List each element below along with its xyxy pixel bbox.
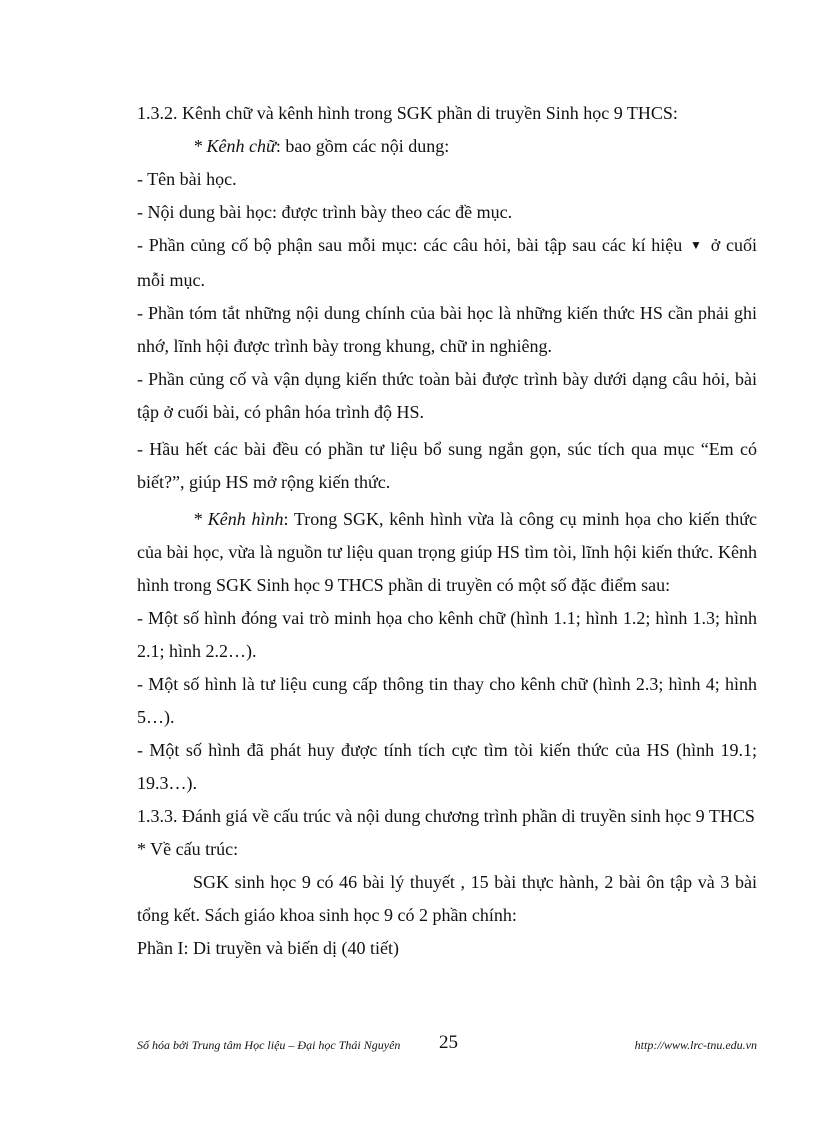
sgk-paragraph: SGK sinh học 9 có 46 bài lý thuyết , 15 bài thực hành, 2 bài ôn tập và 3 bài tổng kết. Sách giáo khoa sinh học 9 có 2 phần chính: <box>137 872 757 925</box>
kenh-chu-text: : bao gồm các nội dung: <box>275 136 450 156</box>
item-tu-lieu: - Hầu hết các bài đều có phần tư liệu bổ sung ngắn gọn, súc tích qua mục “Em có biết?”, giúp HS mở rộng kiến thức. <box>137 439 757 492</box>
phan-1-line: Phần I: Di truyền và biến dị (40 tiết) <box>137 938 399 958</box>
item-tom-tat: - Phần tóm tắt những nội dung chính của bài học là những kiến thức HS cần phải ghi nhớ, lĩnh hội được trình bày trong khung, chữ in nghiêng. <box>137 303 757 356</box>
kenh-hinh-paragraph <box>137 503 757 602</box>
page-body <box>137 97 757 965</box>
footer-source: Số hóa bởi Trung tâm Học liệu – Đại học Thái Nguyên <box>137 1038 401 1052</box>
triangle-marker-icon: ▼ <box>689 238 704 252</box>
hinh-tu-lieu-item: - Một số hình là tư liệu cung cấp thông tin thay cho kênh chữ (hình 2.3; hình 4; hình 5…). <box>137 674 757 727</box>
kenh-hinh-text: : Trong SGK, kênh hình vừa là công cụ minh họa cho kiến thức của bài học, vừa là nguồn tư liệu quan trọng giúp HS tìm tòi, lĩnh hội kiến thức. Kênh hình trong SGK Sinh học 9 THCS phần di truyền có một số đặc điểm sau: <box>137 509 757 595</box>
page-footer <box>137 1032 757 1062</box>
footer-url: http://www.lrc-tnu.edu.vn <box>634 1038 757 1052</box>
kenh-hinh-label: * Kênh hình <box>193 509 284 529</box>
item-van-dung: - Phần củng cố và vận dụng kiến thức toàn bài được trình bày dưới dạng câu hỏi, bài tập ở cuối bài, có phân hóa trình độ HS. <box>137 369 757 422</box>
item-cung-co-tail: ở cuối mỗi mục. <box>137 235 757 290</box>
kenh-chu-label: * Kênh chữ <box>193 136 276 156</box>
ve-cau-truc-heading: * Về cấu trúc: <box>137 839 239 859</box>
section-heading-1-3-3: 1.3.3. Đánh giá về cấu trúc và nội dung chương trình phần di truyền sinh học 9 THCS <box>137 806 755 826</box>
hinh-minh-hoa-item: - Một số hình đóng vai trò minh họa cho kênh chữ (hình 1.1; hình 1.2; hình 1.3; hình 2.1; hình 2.2…). <box>137 608 757 661</box>
item-noi-dung: - Nội dung bài học: được trình bày theo các đề mục. <box>137 202 513 222</box>
hinh-tich-cuc-item: - Một số hình đã phát huy được tính tích cực tìm tòi kiến thức của HS (hình 19.1; 19.3…). <box>137 740 757 793</box>
item-ten-bai-hoc: - Tên bài học. <box>137 169 237 189</box>
page-number: 25 <box>439 1032 458 1053</box>
kenh-chu-paragraph <box>137 130 757 163</box>
item-cung-co-bo-phan <box>137 229 757 297</box>
section-heading-1-3-2: 1.3.2. Kênh chữ và kênh hình trong SGK phần di truyền Sinh học 9 THCS: <box>137 103 678 123</box>
item-cung-co-text: - Phần củng cố bộ phận sau mỗi mục: các câu hỏi, bài tập sau các kí hiệu <box>137 235 683 255</box>
